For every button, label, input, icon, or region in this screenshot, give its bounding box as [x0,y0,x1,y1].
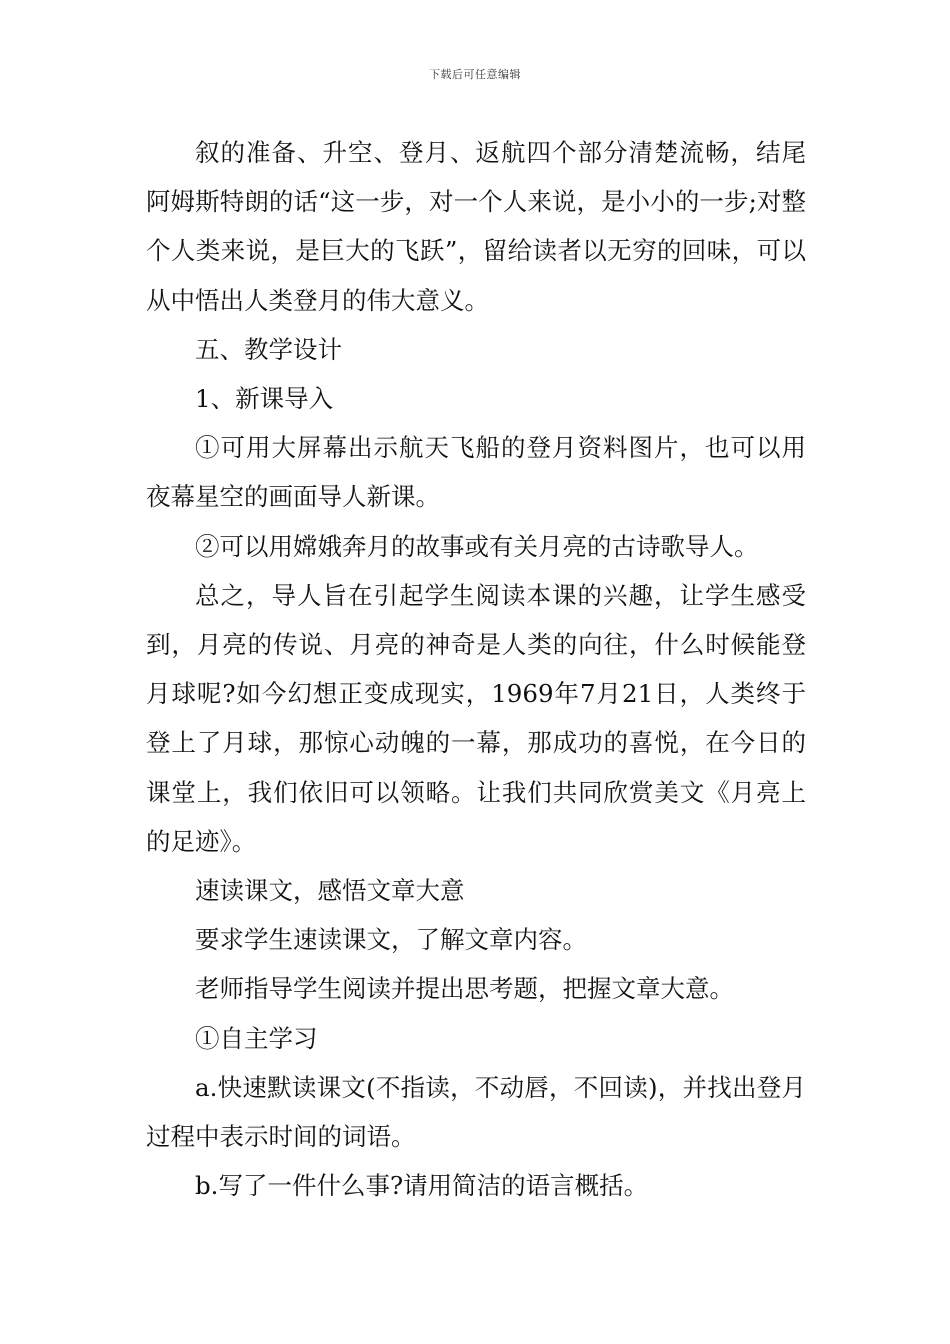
subheading-self-study: ①自主学习 [195,1023,318,1053]
paragraph-reading-requirement: 要求学生速读课文，了解文章内容。 [195,925,587,955]
page-header: 下载后可任意编辑 [429,68,521,81]
document-body [146,128,806,1210]
subheading-lesson-intro: 1、新课导入 [195,384,334,414]
paragraph-task-b: b.写了一件什么事?请用简洁的语言概括。 [195,1171,649,1201]
section-heading-teaching-design: 五、教学设计 [195,334,342,364]
paragraph-landing-summary: 叙的准备、升空、登月、返航四个部分清楚流畅，结尾阿姆斯特朗的话“这一步，对一个人来说，是小小的一步;对整个人类来说，是巨大的飞跃”，留给读者以无穷的回味，可以从中悟出人类登月的伟大意义。 [146,138,806,315]
paragraph-teacher-guidance: 老师指导学生阅读并提出思考题，把握文章大意。 [195,974,734,1004]
paragraph-intro-option-1: ①可用大屏幕出示航天飞船的登月资料图片，也可以用夜幕星空的画面导人新课。 [146,433,806,512]
paragraph-intro-summary: 总之，导人旨在引起学生阅读本课的兴趣，让学生感受到，月亮的传说、月亮的神奇是人类的向往，什么时候能登月球呢?如今幻想正变成现实，1969年7月21日，人类终于登上了月球，那惊心动魄的一幕，那成功的喜悦，在今日的课堂上，我们依旧可以领略。让我们共同欣赏美文《月亮上的足迹》。 [146,580,806,856]
subheading-speed-reading: 速读课文，感悟文章大意 [195,876,465,906]
paragraph-intro-option-2: ②可以用嫦娥奔月的故事或有关月亮的古诗歌导人。 [195,531,759,561]
paragraph-task-a: a.快速默读课文(不指读，不动唇，不回读)，并找出登月过程中表示时间的词语。 [146,1072,806,1152]
